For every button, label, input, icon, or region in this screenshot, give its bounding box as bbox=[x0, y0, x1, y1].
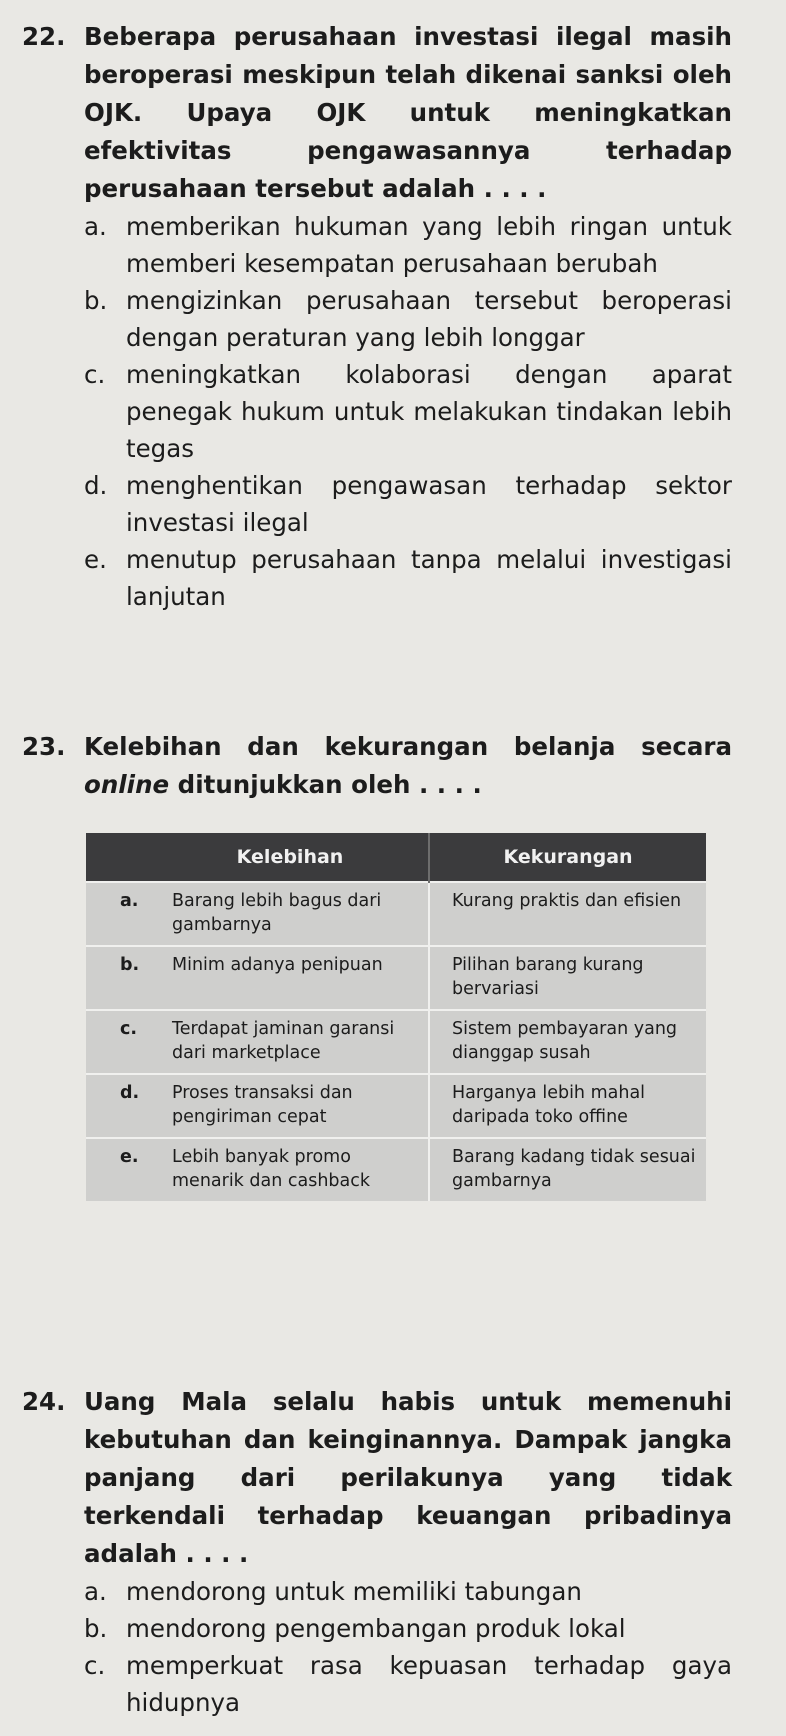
cell-kekurangan: Harganya lebih mahal daripada toko offine bbox=[429, 1074, 706, 1138]
option-letter: c. bbox=[84, 360, 106, 389]
question-number: 23. bbox=[22, 732, 66, 761]
option-b bbox=[84, 282, 732, 356]
cell-kekurangan: Kurang praktis dan efisien bbox=[429, 882, 706, 946]
option-d bbox=[84, 467, 732, 541]
table-row bbox=[86, 882, 706, 946]
header-kekurangan: Kekurangan bbox=[429, 833, 706, 882]
question-text: Uang Mala selalu habis untuk memenuhi kebutuhan dan keinginannya. Dampak jangka panjang dari perilakunya yang tidak terkendali terhadap keuangan pribadinya adalah . . . . bbox=[84, 1387, 732, 1568]
question-text bbox=[84, 728, 732, 804]
option-text: menghentikan pengawasan terhadap sektor investasi ilegal bbox=[126, 471, 732, 537]
option-letter: b. bbox=[84, 286, 108, 315]
option-text: mendorong untuk memiliki tabungan bbox=[126, 1577, 582, 1606]
option-letter: e. bbox=[84, 545, 107, 574]
cell-kelebihan: Lebih banyak promo menarik dan cashback bbox=[152, 1138, 429, 1201]
option-letter: a. bbox=[84, 1577, 107, 1606]
option-text: memperkuat rasa kepuasan terhadap gaya hidupnya bbox=[126, 1651, 732, 1717]
option-text: mengizinkan perusahaan tersebut beroperasi dengan peraturan yang lebih longgar bbox=[126, 286, 732, 352]
question-24 bbox=[22, 1383, 732, 1721]
cell-kekurangan: Pilihan barang kurang bervariasi bbox=[429, 946, 706, 1010]
stem-italic: online bbox=[84, 770, 170, 799]
option-text: meningkatkan kolaborasi dengan aparat penegak hukum untuk melakukan tindakan lebih tegas bbox=[126, 360, 732, 463]
option-letter: b. bbox=[84, 1614, 108, 1643]
header-empty bbox=[86, 833, 152, 882]
option-b bbox=[84, 1610, 732, 1647]
table-row bbox=[86, 1074, 706, 1138]
options-list bbox=[84, 208, 732, 615]
question-stem bbox=[22, 1383, 732, 1573]
cell-kekurangan: Barang kadang tidak sesuai gambarnya bbox=[429, 1138, 706, 1201]
option-text: memberikan hukuman yang lebih ringan untuk memberi kesempatan perusahaan berubah bbox=[126, 212, 732, 278]
option-letter: c. bbox=[84, 1651, 106, 1680]
question-number: 22. bbox=[22, 22, 66, 51]
row-letter: b. bbox=[86, 946, 152, 1010]
option-a bbox=[84, 1573, 732, 1610]
question-23 bbox=[22, 728, 732, 804]
option-c bbox=[84, 1647, 732, 1721]
answer-table bbox=[86, 833, 706, 1201]
header-kelebihan: Kelebihan bbox=[152, 833, 429, 882]
option-text: menutup perusahaan tanpa melalui investigasi lanjutan bbox=[126, 545, 732, 611]
question-stem bbox=[22, 728, 732, 804]
question-22 bbox=[22, 18, 732, 615]
stem-part: Kelebihan dan kekurangan belanja secara bbox=[84, 732, 732, 761]
cell-kekurangan: Sistem pembayaran yang dianggap susah bbox=[429, 1010, 706, 1074]
option-a bbox=[84, 208, 732, 282]
cell-kelebihan: Terdapat jaminan garansi dari marketplace bbox=[152, 1010, 429, 1074]
options-list bbox=[84, 1573, 732, 1721]
row-letter: e. bbox=[86, 1138, 152, 1201]
row-letter: a. bbox=[86, 882, 152, 946]
option-e bbox=[84, 541, 732, 615]
cell-kelebihan: Minim adanya penipuan bbox=[152, 946, 429, 1010]
option-text: mendorong pengembangan produk lokal bbox=[126, 1614, 626, 1643]
table-row bbox=[86, 946, 706, 1010]
option-c bbox=[84, 356, 732, 467]
cell-kelebihan: Proses transaksi dan pengiriman cepat bbox=[152, 1074, 429, 1138]
option-letter: d. bbox=[84, 471, 108, 500]
table-row bbox=[86, 1010, 706, 1074]
row-letter: c. bbox=[86, 1010, 152, 1074]
question-number: 24. bbox=[22, 1387, 66, 1416]
option-letter: a. bbox=[84, 212, 107, 241]
question-text: Beberapa perusahaan investasi ilegal masih beroperasi meskipun telah dikenai sanksi oleh OJK. Upaya OJK untuk meningkatkan efektivitas pengawasannya terhadap perusahaan tersebut adalah . . . . bbox=[84, 22, 732, 203]
question-stem bbox=[22, 18, 732, 208]
table-row bbox=[86, 1138, 706, 1201]
row-letter: d. bbox=[86, 1074, 152, 1138]
stem-part: ditunjukkan oleh . . . . bbox=[169, 770, 482, 799]
cell-kelebihan: Barang lebih bagus dari gambarnya bbox=[152, 882, 429, 946]
table-header-row bbox=[86, 833, 706, 882]
